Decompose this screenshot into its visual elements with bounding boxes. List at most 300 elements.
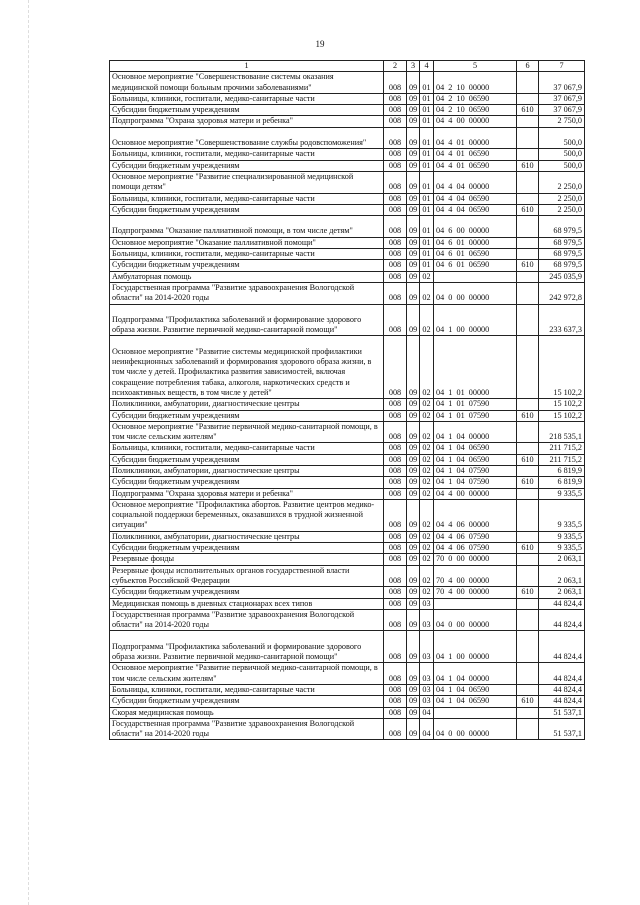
row-expense-type — [517, 421, 539, 443]
table-row — [110, 707, 585, 718]
table-row — [110, 609, 585, 631]
row-ved-code: 008 — [384, 193, 407, 204]
binder-fold-line — [28, 0, 29, 905]
row-subsection-code: 01 — [420, 149, 434, 160]
row-expense-type — [517, 304, 539, 336]
row-subsection-code: 01 — [420, 105, 434, 116]
row-name: Резервные фонды — [110, 554, 384, 565]
row-expense-type — [517, 249, 539, 260]
row-ved-code: 008 — [384, 598, 407, 609]
row-target-article-text: 70 0 00 00000 — [436, 554, 490, 564]
row-expense-type — [517, 718, 539, 740]
row-name: Больницы, клиники, госпитали, медико-санитарные части — [110, 193, 384, 204]
row-expense-type — [517, 216, 539, 238]
row-subsection-code: 02 — [420, 531, 434, 542]
header-col-5: 5 — [434, 61, 517, 72]
row-target-article-text: 04 1 04 06590 — [436, 684, 490, 694]
row-expense-type — [517, 116, 539, 127]
row-target-article-text: 04 1 04 00000 — [436, 432, 490, 442]
row-name: Основное мероприятие "Профилактика абортов. Развитие центров медико-социальной поддержки беременных, оказавшихся в трудной жизненной ситуации" — [110, 499, 384, 531]
row-name: Основное мероприятие "Развитие первичной медико-санитарной помощи, в том числе сельским жителям" — [110, 663, 384, 685]
row-expense-type — [517, 531, 539, 542]
row-subsection-code: 02 — [420, 565, 434, 587]
row-target-article — [434, 696, 517, 707]
table-row — [110, 554, 585, 565]
row-amount: 500,0 — [539, 160, 585, 171]
row-target-article — [434, 421, 517, 443]
row-section-code: 09 — [407, 216, 420, 238]
row-target-article-text: 04 1 04 06590 — [436, 696, 490, 706]
row-section-code: 09 — [407, 127, 420, 149]
table-row — [110, 105, 585, 116]
row-amount: 2 063,1 — [539, 554, 585, 565]
row-expense-type: 610 — [517, 454, 539, 465]
row-target-article-text: 70 4 00 00000 — [436, 587, 490, 597]
row-section-code: 09 — [407, 204, 420, 215]
table-row — [110, 488, 585, 499]
row-target-article-text: 04 4 01 00000 — [436, 138, 490, 148]
row-amount: 44 824,4 — [539, 684, 585, 695]
row-target-article — [434, 116, 517, 127]
row-section-code: 09 — [407, 282, 420, 304]
row-ved-code: 008 — [384, 477, 407, 488]
row-subsection-code: 02 — [420, 271, 434, 282]
table-row — [110, 193, 585, 204]
row-subsection-code: 02 — [420, 477, 434, 488]
table-row — [110, 116, 585, 127]
row-amount: 44 824,4 — [539, 696, 585, 707]
row-target-article — [434, 216, 517, 238]
header-col-4: 4 — [420, 61, 434, 72]
header-col-7: 7 — [539, 61, 585, 72]
row-section-code: 09 — [407, 466, 420, 477]
row-target-article — [434, 93, 517, 104]
row-target-article — [434, 488, 517, 499]
row-name: Подпрограмма "Охрана здоровья матери и ребенка" — [110, 488, 384, 499]
row-subsection-code: 03 — [420, 696, 434, 707]
row-target-article — [434, 105, 517, 116]
row-subsection-code: 01 — [420, 127, 434, 149]
row-target-article-text: 04 1 00 00000 — [436, 325, 490, 335]
row-target-article — [434, 260, 517, 271]
table-row — [110, 684, 585, 695]
row-expense-type: 610 — [517, 105, 539, 116]
row-section-code: 09 — [407, 237, 420, 248]
row-subsection-code: 02 — [420, 554, 434, 565]
row-expense-type — [517, 663, 539, 685]
table-row — [110, 531, 585, 542]
row-expense-type: 610 — [517, 410, 539, 421]
row-section-code: 09 — [407, 260, 420, 271]
row-subsection-code: 02 — [420, 488, 434, 499]
row-name: Медицинская помощь в дневных стационарах всех типов — [110, 598, 384, 609]
row-expense-type — [517, 193, 539, 204]
row-target-article — [434, 304, 517, 336]
row-target-article — [434, 160, 517, 171]
row-amount: 44 824,4 — [539, 598, 585, 609]
row-name: Субсидии бюджетным учреждениям — [110, 543, 384, 554]
row-name: Больницы, клиники, госпитали, медико-санитарные части — [110, 249, 384, 260]
row-name: Основное мероприятие "Совершенствование службы родовспоможения" — [110, 127, 384, 149]
row-target-article-text: 04 6 01 06590 — [436, 249, 490, 259]
table-row — [110, 237, 585, 248]
row-target-article-text: 04 6 01 06590 — [436, 260, 490, 270]
table-row — [110, 410, 585, 421]
row-subsection-code: 03 — [420, 598, 434, 609]
row-subsection-code: 03 — [420, 684, 434, 695]
row-subsection-code: 01 — [420, 260, 434, 271]
row-expense-type — [517, 171, 539, 193]
row-expense-type — [517, 443, 539, 454]
row-ved-code: 008 — [384, 587, 407, 598]
row-expense-type — [517, 93, 539, 104]
row-name: Основное мероприятие "Оказание паллиативной помощи" — [110, 237, 384, 248]
row-target-article — [434, 466, 517, 477]
row-name: Поликлиники, амбулатории, диагностические центры — [110, 466, 384, 477]
row-ved-code: 008 — [384, 282, 407, 304]
row-section-code: 09 — [407, 477, 420, 488]
table-row — [110, 631, 585, 663]
row-amount: 500,0 — [539, 127, 585, 149]
row-target-article-text: 04 1 01 00000 — [436, 387, 490, 397]
row-section-code: 09 — [407, 149, 420, 160]
row-name: Больницы, клиники, госпитали, медико-санитарные части — [110, 684, 384, 695]
row-amount: 9 335,5 — [539, 543, 585, 554]
row-subsection-code: 03 — [420, 609, 434, 631]
table-row — [110, 204, 585, 215]
row-target-article-text: 04 1 01 07590 — [436, 399, 490, 409]
row-subsection-code: 03 — [420, 663, 434, 685]
row-name: Скорая медицинская помощь — [110, 707, 384, 718]
row-section-code: 09 — [407, 454, 420, 465]
row-target-article — [434, 282, 517, 304]
row-ved-code: 008 — [384, 336, 407, 399]
row-section-code: 09 — [407, 271, 420, 282]
table-row — [110, 466, 585, 477]
table-row — [110, 72, 585, 94]
row-name: Субсидии бюджетным учреждениям — [110, 454, 384, 465]
row-target-article — [434, 554, 517, 565]
row-name: Больницы, клиники, госпитали, медико-санитарные части — [110, 149, 384, 160]
row-amount: 9 335,5 — [539, 499, 585, 531]
row-ved-code: 008 — [384, 543, 407, 554]
header-col-2: 2 — [384, 61, 407, 72]
row-section-code: 09 — [407, 696, 420, 707]
row-target-article — [434, 443, 517, 454]
row-ved-code: 008 — [384, 554, 407, 565]
row-expense-type — [517, 631, 539, 663]
row-target-article — [434, 399, 517, 410]
row-section-code: 09 — [407, 554, 420, 565]
row-name: Подпрограмма "Оказание паллиативной помощи, в том числе детям" — [110, 216, 384, 238]
row-expense-type: 610 — [517, 260, 539, 271]
row-section-code: 09 — [407, 443, 420, 454]
row-target-article — [434, 684, 517, 695]
row-name: Поликлиники, амбулатории, диагностические центры — [110, 531, 384, 542]
row-target-article — [434, 598, 517, 609]
row-ved-code: 008 — [384, 204, 407, 215]
row-subsection-code: 02 — [420, 304, 434, 336]
row-amount: 44 824,4 — [539, 663, 585, 685]
row-expense-type — [517, 707, 539, 718]
row-expense-type — [517, 565, 539, 587]
table-row — [110, 421, 585, 443]
row-target-article-text: 04 4 06 07590 — [436, 531, 490, 541]
row-expense-type — [517, 72, 539, 94]
row-target-article — [434, 193, 517, 204]
row-name: Субсидии бюджетным учреждениям — [110, 410, 384, 421]
row-ved-code: 008 — [384, 260, 407, 271]
row-target-article-text: 04 4 04 06590 — [436, 193, 490, 203]
page-number: 19 — [315, 39, 325, 49]
header-col-1: 1 — [110, 61, 384, 72]
row-target-article — [434, 707, 517, 718]
row-amount: 37 067,9 — [539, 105, 585, 116]
row-subsection-code: 02 — [420, 399, 434, 410]
table-row — [110, 93, 585, 104]
row-name: Субсидии бюджетным учреждениям — [110, 160, 384, 171]
row-amount: 51 537,1 — [539, 707, 585, 718]
row-expense-type: 610 — [517, 587, 539, 598]
row-expense-type — [517, 466, 539, 477]
row-ved-code: 008 — [384, 565, 407, 587]
row-target-article-text: 04 4 06 00000 — [436, 520, 490, 530]
row-amount: 44 824,4 — [539, 631, 585, 663]
row-target-article — [434, 663, 517, 685]
row-name: Субсидии бюджетным учреждениям — [110, 260, 384, 271]
row-expense-type — [517, 684, 539, 695]
row-target-article-text: 04 4 01 06590 — [436, 149, 490, 159]
row-ved-code: 008 — [384, 531, 407, 542]
row-amount: 218 535,1 — [539, 421, 585, 443]
table-header-row — [110, 61, 585, 72]
row-ved-code: 008 — [384, 466, 407, 477]
row-target-article-text: 04 1 00 00000 — [436, 652, 490, 662]
row-amount: 6 819,9 — [539, 466, 585, 477]
row-target-article — [434, 565, 517, 587]
row-name: Амбулаторная помощь — [110, 271, 384, 282]
row-name: Государственная программа "Развитие здравоохранения Вологодской области" на 2014-2020 годы — [110, 609, 384, 631]
row-expense-type — [517, 271, 539, 282]
row-name: Основное мероприятие "Развитие первичной медико-санитарной помощи, в том числе сельским жителям" — [110, 421, 384, 443]
row-section-code: 09 — [407, 160, 420, 171]
row-ved-code: 008 — [384, 304, 407, 336]
row-section-code: 09 — [407, 598, 420, 609]
row-amount: 2 750,0 — [539, 116, 585, 127]
row-subsection-code: 01 — [420, 249, 434, 260]
row-name: Резервные фонды исполнительных органов государственной власти субъектов Российской Федерации — [110, 565, 384, 587]
row-target-article — [434, 336, 517, 399]
row-subsection-code: 02 — [420, 336, 434, 399]
row-target-article — [434, 718, 517, 740]
row-section-code: 09 — [407, 304, 420, 336]
row-name: Основное мероприятие "Развитие системы медицинской профилактики неинфекционных заболеваний и формирования здорового образа жизни, в том числе у детей. Профилактика развития зависимостей, включая сокращение потребления табака, алкоголя, наркотических средств и психоактивных веществ, в том числе у детей" — [110, 336, 384, 399]
row-target-article-text: 04 1 04 07590 — [436, 477, 490, 487]
row-name: Субсидии бюджетным учреждениям — [110, 105, 384, 116]
row-target-article-text: 04 4 04 06590 — [436, 204, 490, 214]
row-name: Государственная программа "Развитие здравоохранения Вологодской области" на 2014-2020 годы — [110, 282, 384, 304]
row-target-article-text: 70 4 00 00000 — [436, 575, 490, 585]
row-expense-type: 610 — [517, 477, 539, 488]
row-section-code: 09 — [407, 399, 420, 410]
row-target-article — [434, 631, 517, 663]
table-row — [110, 171, 585, 193]
row-section-code: 09 — [407, 336, 420, 399]
table-row — [110, 718, 585, 740]
row-target-article-text: 04 0 00 00000 — [436, 620, 490, 630]
row-target-article-text: 04 1 01 07590 — [436, 410, 490, 420]
row-section-code: 09 — [407, 72, 420, 94]
row-target-article-text: 04 1 04 06590 — [436, 443, 490, 453]
row-ved-code: 008 — [384, 696, 407, 707]
row-amount: 68 979,5 — [539, 249, 585, 260]
table-row — [110, 271, 585, 282]
row-expense-type: 610 — [517, 204, 539, 215]
table-row — [110, 160, 585, 171]
row-ved-code: 008 — [384, 171, 407, 193]
row-ved-code: 008 — [384, 488, 407, 499]
table-row — [110, 454, 585, 465]
row-target-article-text: 04 4 01 06590 — [436, 160, 490, 170]
row-section-code: 09 — [407, 421, 420, 443]
row-amount: 68 979,5 — [539, 260, 585, 271]
row-expense-type — [517, 237, 539, 248]
row-section-code: 09 — [407, 249, 420, 260]
row-section-code: 09 — [407, 718, 420, 740]
table-row — [110, 477, 585, 488]
row-name: Подпрограмма "Охрана здоровья матери и ребенка" — [110, 116, 384, 127]
row-subsection-code: 01 — [420, 116, 434, 127]
row-amount: 51 537,1 — [539, 718, 585, 740]
row-expense-type — [517, 149, 539, 160]
row-target-article — [434, 609, 517, 631]
row-name: Поликлиники, амбулатории, диагностические центры — [110, 399, 384, 410]
row-section-code: 09 — [407, 93, 420, 104]
row-expense-type — [517, 609, 539, 631]
row-subsection-code: 01 — [420, 216, 434, 238]
row-subsection-code: 02 — [420, 499, 434, 531]
row-expense-type — [517, 499, 539, 531]
row-target-article — [434, 587, 517, 598]
row-ved-code: 008 — [384, 127, 407, 149]
row-ved-code: 008 — [384, 105, 407, 116]
row-amount: 68 979,5 — [539, 237, 585, 248]
table-row — [110, 336, 585, 399]
row-target-article-text: 04 1 04 07590 — [436, 466, 490, 475]
row-expense-type — [517, 598, 539, 609]
row-section-code: 09 — [407, 663, 420, 685]
row-section-code: 09 — [407, 171, 420, 193]
row-expense-type — [517, 127, 539, 149]
row-subsection-code: 02 — [420, 443, 434, 454]
row-ved-code: 008 — [384, 421, 407, 443]
row-section-code: 09 — [407, 707, 420, 718]
row-section-code: 09 — [407, 565, 420, 587]
row-ved-code: 008 — [384, 271, 407, 282]
row-amount: 37 067,9 — [539, 72, 585, 94]
row-ved-code: 008 — [384, 443, 407, 454]
row-section-code: 09 — [407, 116, 420, 127]
row-subsection-code: 02 — [420, 466, 434, 477]
table-row — [110, 249, 585, 260]
row-target-article — [434, 410, 517, 421]
row-target-article-text: 04 6 01 00000 — [436, 237, 490, 247]
row-amount: 233 637,3 — [539, 304, 585, 336]
table-row — [110, 216, 585, 238]
row-amount: 15 102,2 — [539, 410, 585, 421]
row-amount: 211 715,2 — [539, 443, 585, 454]
row-subsection-code: 02 — [420, 282, 434, 304]
table-row — [110, 565, 585, 587]
row-ved-code: 008 — [384, 609, 407, 631]
row-subsection-code: 01 — [420, 237, 434, 248]
header-col-6: 6 — [517, 61, 539, 72]
row-section-code: 09 — [407, 193, 420, 204]
row-name: Субсидии бюджетным учреждениям — [110, 696, 384, 707]
row-ved-code: 008 — [384, 160, 407, 171]
row-target-article-text: 04 0 00 00000 — [436, 293, 490, 303]
row-amount: 37 067,9 — [539, 93, 585, 104]
row-target-article-text: 04 6 00 00000 — [436, 226, 490, 236]
row-expense-type: 610 — [517, 160, 539, 171]
row-ved-code: 008 — [384, 718, 407, 740]
row-ved-code: 008 — [384, 116, 407, 127]
table-row — [110, 127, 585, 149]
row-subsection-code: 01 — [420, 93, 434, 104]
row-subsection-code: 02 — [420, 454, 434, 465]
row-target-article — [434, 454, 517, 465]
row-target-article — [434, 72, 517, 94]
row-expense-type — [517, 282, 539, 304]
row-ved-code: 008 — [384, 93, 407, 104]
row-name: Больницы, клиники, госпитали, медико-санитарные части — [110, 93, 384, 104]
row-target-article — [434, 149, 517, 160]
row-ved-code: 008 — [384, 663, 407, 685]
row-target-article-text: 04 4 04 00000 — [436, 182, 490, 192]
table-row — [110, 304, 585, 336]
row-amount: 44 824,4 — [539, 609, 585, 631]
row-target-article — [434, 237, 517, 248]
row-target-article-text: 04 4 06 07590 — [436, 543, 490, 553]
row-section-code: 09 — [407, 609, 420, 631]
row-target-article — [434, 499, 517, 531]
row-name: Больницы, клиники, госпитали, медико-санитарные части — [110, 443, 384, 454]
row-ved-code: 008 — [384, 499, 407, 531]
row-amount: 2 063,1 — [539, 587, 585, 598]
row-target-article-text: 04 4 00 00000 — [436, 116, 490, 126]
table-row — [110, 443, 585, 454]
table-row — [110, 499, 585, 531]
row-ved-code: 008 — [384, 631, 407, 663]
row-target-article — [434, 249, 517, 260]
row-section-code: 09 — [407, 631, 420, 663]
table-row — [110, 149, 585, 160]
row-expense-type — [517, 554, 539, 565]
row-expense-type: 610 — [517, 543, 539, 554]
row-amount: 2 250,0 — [539, 171, 585, 193]
row-expense-type — [517, 336, 539, 399]
row-amount: 2 250,0 — [539, 193, 585, 204]
row-subsection-code: 04 — [420, 718, 434, 740]
table-row — [110, 543, 585, 554]
row-ved-code: 008 — [384, 72, 407, 94]
table-row — [110, 696, 585, 707]
row-amount: 15 102,2 — [539, 336, 585, 399]
row-amount: 245 035,9 — [539, 271, 585, 282]
row-subsection-code: 01 — [420, 193, 434, 204]
row-expense-type: 610 — [517, 696, 539, 707]
row-name: Субсидии бюджетным учреждениям — [110, 204, 384, 215]
